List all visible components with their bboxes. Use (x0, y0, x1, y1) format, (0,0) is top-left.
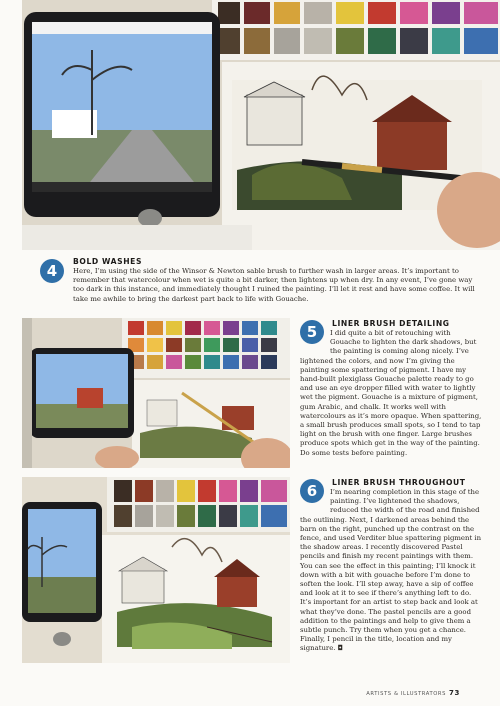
step-body-text: Here, I’m using the side of the Winsor & Newton sable brush to further wash in larger areas. It’s important to remember that watercolour when wet is quite a bit darker, then lightens up when dry. In any event, I’ve gone way too dark in this instance, and immediately thought I ruined the painting. I’ll let it rest and have some coffee. It will take me awhile to bring the darkest part back to life with Gouache. (73, 267, 475, 303)
photo-liner-brush-throughout (22, 477, 290, 663)
step-title: LINER BRUSH DETAILING (332, 319, 450, 328)
step-number-badge: 6 (300, 479, 324, 503)
step-title: BOLD WASHES (73, 257, 143, 266)
photo-bold-washes (22, 0, 500, 250)
magazine-name: ARTISTS & ILLUSTRATORS (366, 691, 447, 697)
step-body-text: I’m nearing completion in this stage of the painting. I’ve lightened the shadows, reduced the width of the road and finished the outlining. Next, I darkened areas behind the barn on the right, punched up the contrast on the fence, and used Verditer blue spattering pigment in the shadow areas. I recently discovered Pastel pencils and finish my recent paintings with them. You can see the effect in this painting; I’ll knock it down with a bit with gouache before I’m done to soften the look. I’ll step away, have a sip of coffee and look at it to see if there’s anything left to do. It’s important for an artist to step back and look at what they’ve done. The pastel pencils are a good addition to the paintings and help to give them a subtle punch. Try them when you get a chance. Finally, I pencil in the title, location and my signature. ◘ (300, 488, 482, 653)
step-number-badge: 4 (40, 259, 64, 283)
step-body-text: I did quite a bit of retouching with Gouache to lighten the dark shadows, but the painting is coming along nicely. I’ve lightened the colors, and now I’m giving the painting some spattering of pigment. I have my hand-built plexiglass Gouache palette ready to go and use an eye dropper filled with water to lightly wet the pigment. Gouache is a mixture of pigment, gum Arabic, and chalk. It works well with watercolours as it’s more opaque. When spattering, a small brush produces small spots, so I tend to tap light on the brush with one finger. Large brushes produce spots which get in the way of the painting. Do some tests before painting. (300, 329, 482, 457)
page-footer (366, 689, 460, 697)
step-title: LINER BRUSH THROUGHOUT (332, 478, 466, 487)
step-number-badge: 5 (300, 320, 324, 344)
photo-liner-brush-detailing (22, 318, 290, 468)
page-number: 73 (449, 689, 460, 697)
